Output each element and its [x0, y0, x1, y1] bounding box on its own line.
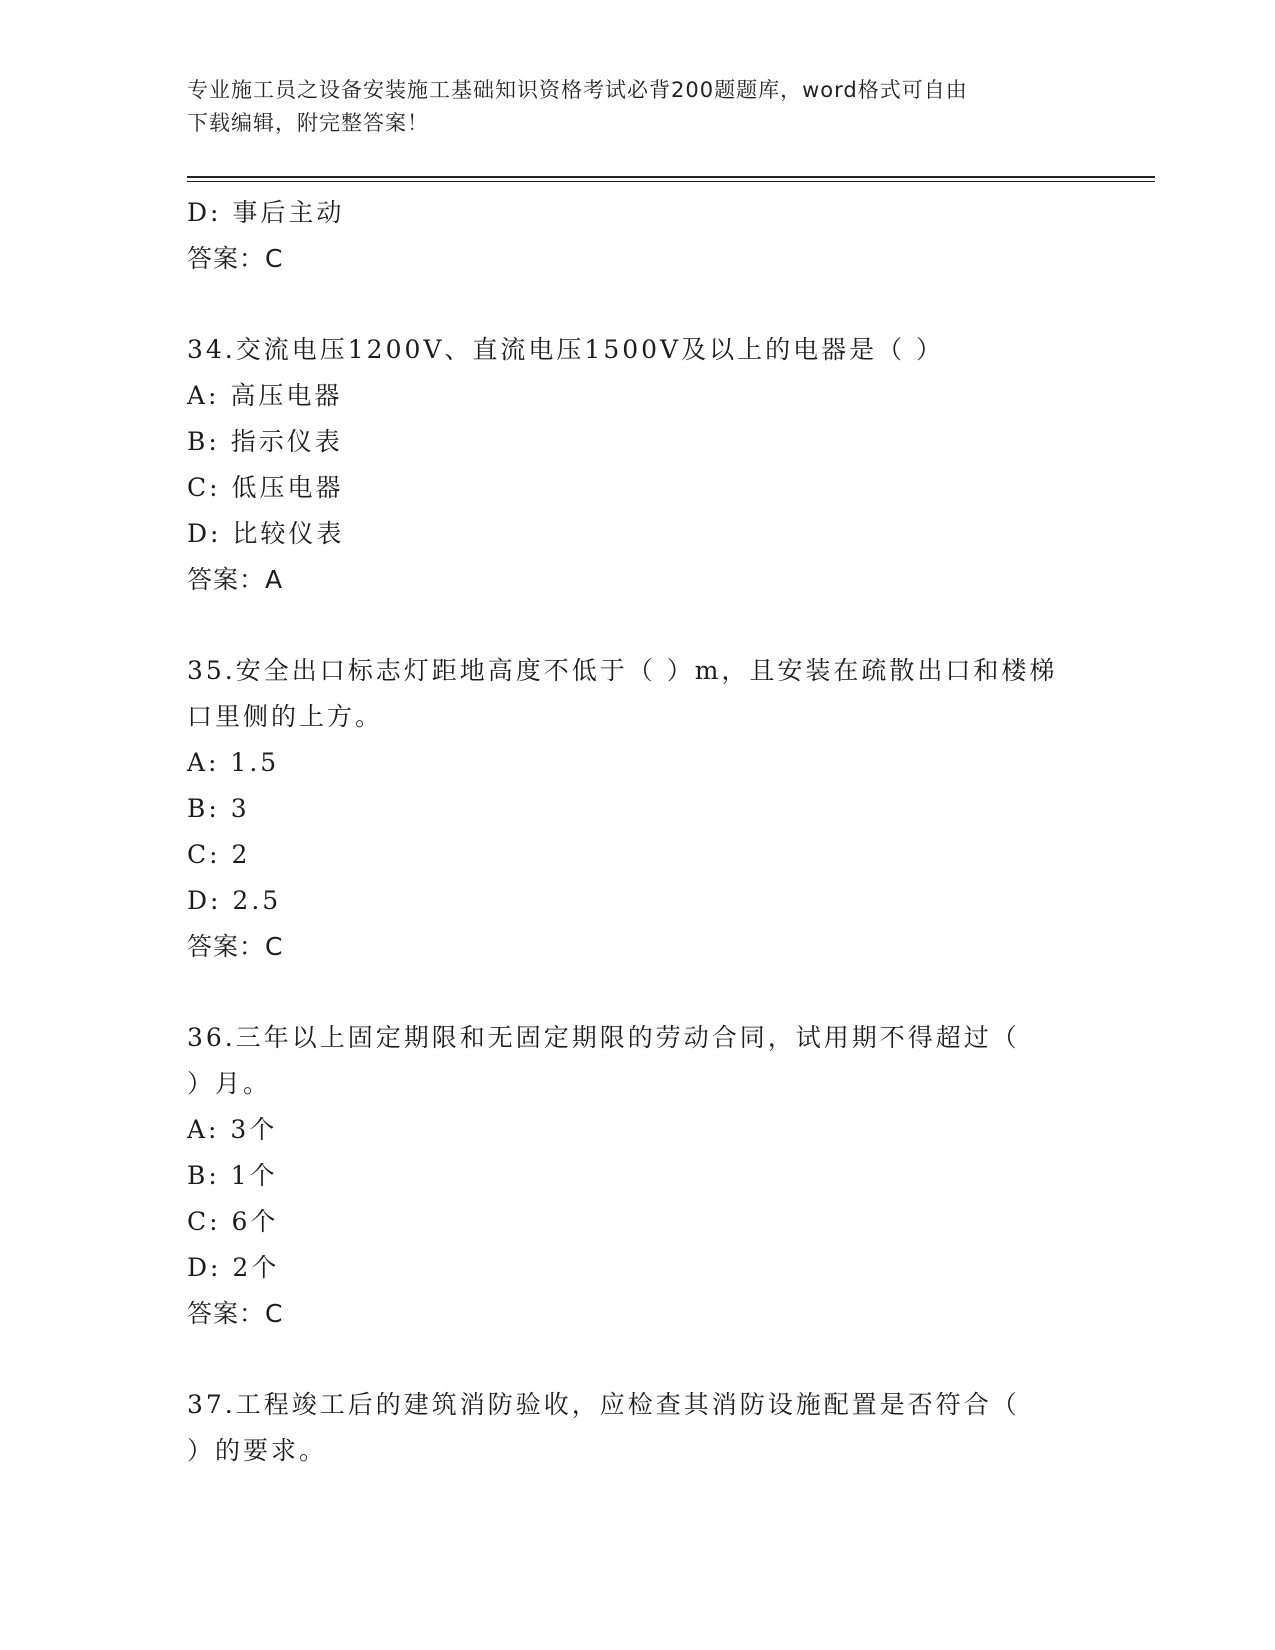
question-stem: 34.交流电压1200V、直流电压1500V及以上的电器是（ ）	[187, 335, 945, 364]
option-b: B: 3	[187, 794, 250, 823]
header-title-line-2: 下载编辑，附完整答案！	[187, 111, 429, 135]
spacer	[187, 603, 1087, 648]
question-stem: 37.工程竣工后的建筑消防验收，应检查其消防设施配置是否符合（	[187, 1390, 1020, 1419]
question-stem-continued: ）月。	[187, 1069, 272, 1098]
spacer	[187, 282, 1087, 327]
option-a: A: 高压电器	[187, 381, 343, 410]
document-header	[187, 74, 1067, 140]
question-content	[187, 190, 1087, 1474]
question-stem: 36.三年以上固定期限和无固定期限的劳动合同，试用期不得超过（	[187, 1023, 1020, 1052]
option-c: C: 2	[187, 840, 251, 869]
option-a: A: 1.5	[187, 748, 280, 777]
option-c: C: 6个	[187, 1207, 279, 1236]
option-d: D: 比较仪表	[187, 519, 345, 548]
answer: 答案：C	[187, 1299, 284, 1328]
question-35	[187, 648, 1087, 970]
question-stem-continued: ）的要求。	[187, 1436, 328, 1465]
question-36	[187, 1015, 1087, 1337]
header-divider-thin	[187, 181, 1155, 182]
answer: 答案：C	[187, 932, 284, 961]
header-title-line-1: 专业施工员之设备安装施工基础知识资格考试必背200题题库，word格式可自由	[187, 78, 968, 102]
question-stem: 35.安全出口标志灯距地高度不低于（ ）m，且安装在疏散出口和楼梯	[187, 656, 1058, 685]
previous-question-option-d: D: 事后主动	[187, 198, 345, 227]
question-34	[187, 327, 1087, 603]
option-c: C: 低压电器	[187, 473, 344, 502]
header-divider-thick	[187, 176, 1155, 178]
option-b: B: 指示仪表	[187, 427, 343, 456]
option-b: B: 1个	[187, 1161, 278, 1190]
spacer	[187, 970, 1087, 1015]
option-d: D: 2.5	[187, 886, 282, 915]
previous-question-answer: 答案：C	[187, 244, 284, 273]
spacer	[187, 1337, 1087, 1382]
question-37	[187, 1382, 1087, 1474]
question-stem-continued: 口里侧的上方。	[187, 702, 384, 731]
option-a: A: 3个	[187, 1115, 278, 1144]
option-d: D: 2个	[187, 1253, 280, 1282]
answer: 答案：A	[187, 565, 284, 594]
